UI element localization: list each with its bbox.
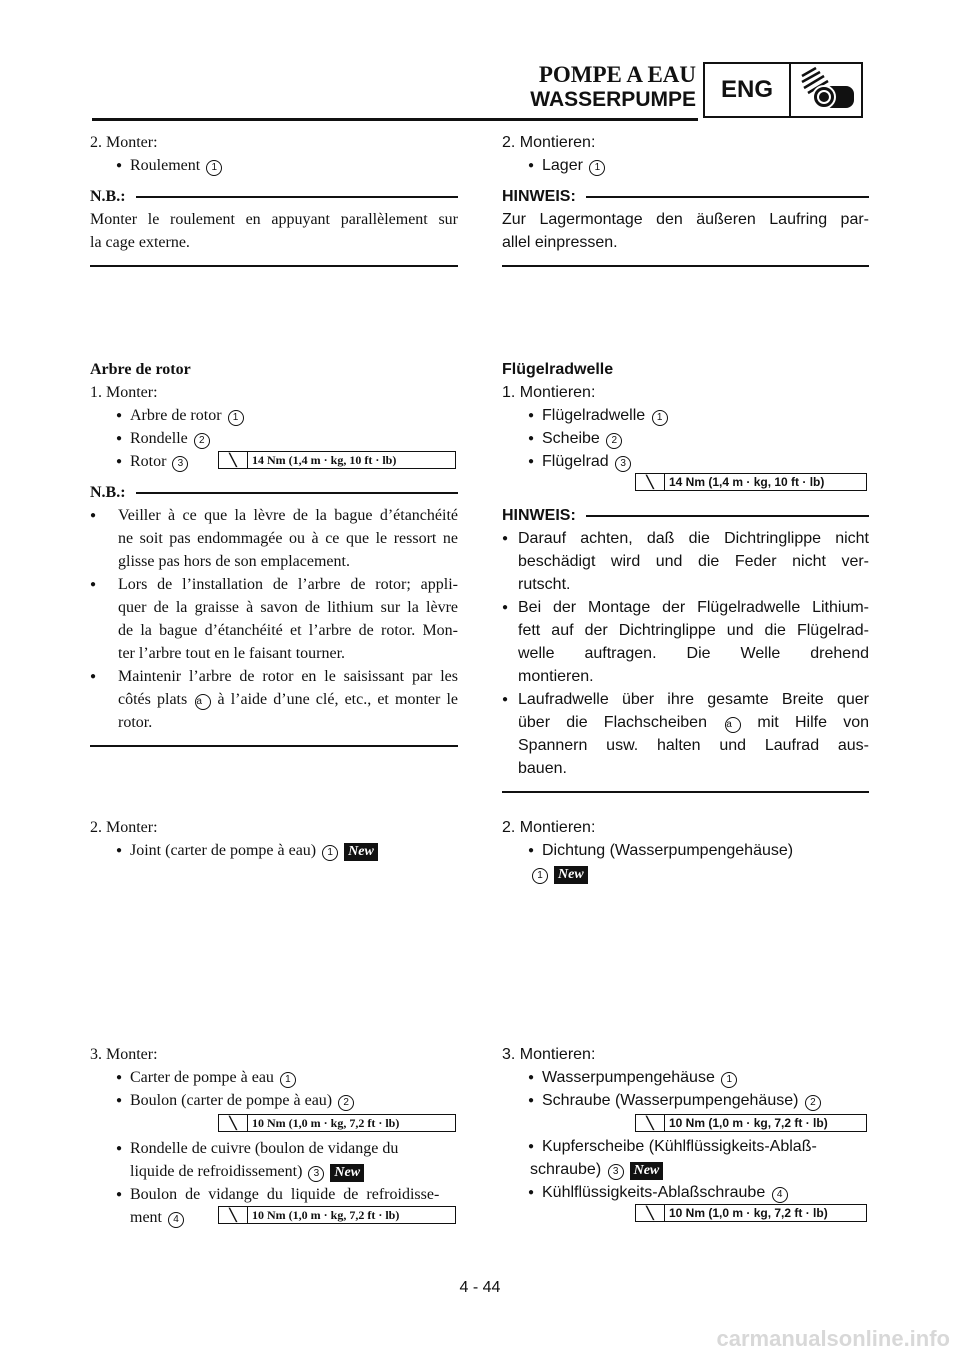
section-heading: Arbre de rotor (90, 361, 191, 378)
note-bullet-line: montieren. (518, 668, 594, 685)
callout-number: 2 (194, 433, 210, 449)
note-heading: N.B.: (90, 185, 458, 208)
page-number: 4 - 44 (459, 1279, 501, 1296)
eng-badge (703, 62, 863, 118)
wrench-icon: ╲ (636, 1115, 665, 1131)
list-item: ● Kühlflüssigkeits-Ablaßschraube 4 (502, 1181, 869, 1204)
wrench-icon: ╲ (636, 1205, 665, 1221)
note-end-rule (90, 745, 458, 747)
callout-number: 1 (280, 1072, 296, 1088)
note-bullet-line: de la bague d’étanchéité et l’arbre de rotor. Mon- (118, 622, 458, 639)
bullet-icon: ● (116, 1189, 123, 1200)
list-item: ● Arbre de rotor 1 (90, 404, 458, 427)
fr-section-rotor (90, 358, 458, 747)
note-rule (136, 492, 458, 494)
bullet-icon: ● (528, 410, 535, 421)
callout-number: 3 (308, 1166, 324, 1182)
list-item-line: schraube) 3 New (502, 1158, 869, 1181)
callout-number: 1 (322, 845, 338, 861)
callout-number: 1 (652, 410, 668, 426)
wrench-icon: ╲ (219, 452, 248, 468)
note-bullet-line: Spannern usw. halten und Laufrad aus- (518, 737, 869, 754)
note-bullet-line: rutscht. (518, 576, 571, 593)
new-part-badge: New (554, 866, 588, 884)
list-item: ● Wasserpumpengehäuse 1 (502, 1066, 869, 1089)
wrench-icon: ╲ (219, 1207, 248, 1223)
note-bullet-line: fett auf der Dichtringlippe und die Flügelrad- (518, 622, 869, 639)
list-item: ● Joint (carter de pompe à eau) 1 New (90, 839, 458, 862)
list-item-line (502, 862, 869, 885)
bullet-icon: ● (116, 1095, 123, 1106)
note-text: Monter le roulement en appuyant parallèlement sur (90, 211, 458, 228)
note-bullet-line: beschädigt wird und die Feder nicht ver- (518, 553, 869, 570)
new-part-badge: New (344, 843, 378, 861)
note-rule (136, 196, 458, 198)
list-item: ● Boulon (carter de pompe à eau) 2 (90, 1089, 458, 1112)
note-bullet: ● Lors de l’installation de l’arbre de rotor; appli- (90, 573, 458, 596)
note-bullet: ● Darauf achten, daß die Dichtringlippe nicht (502, 527, 869, 550)
torque-spec: ╲ 10 Nm (1,0 m · kg, 7,2 ft · lb) (218, 1114, 456, 1132)
bullet-icon: ● (116, 160, 123, 171)
step-label: 2. Montieren: (502, 819, 596, 836)
callout-number: 3 (615, 456, 631, 472)
torque-spec: ╲ 10 Nm (1,0 m · kg, 7,2 ft · lb) (218, 1206, 456, 1224)
bullet-icon: ● (502, 694, 509, 705)
note-bullet-line: bauen. (518, 760, 567, 777)
de-section-bearing (502, 131, 869, 267)
note-heading: HINWEIS: (502, 504, 869, 527)
list-item: ● Kupferscheibe (Kühlflüssigkeits-Ablaß- (502, 1135, 869, 1158)
list-item: ● Carter de pompe à eau 1 (90, 1066, 458, 1089)
bullet-icon: ● (116, 456, 123, 467)
list-item: ● Scheibe 2 (502, 427, 869, 450)
list-item-line: ment 4 (90, 1206, 458, 1229)
torque-spec: ╲ 10 Nm (1,0 m · kg, 7,2 ft · lb) (635, 1114, 867, 1132)
note-end-rule (502, 791, 869, 793)
callout-number: 3 (608, 1164, 624, 1180)
note-bullet-line: ter l’arbre tout en le faisant tourner. (118, 645, 346, 662)
bullet-icon: ● (528, 160, 535, 171)
callout-number: 1 (589, 160, 605, 176)
bullet-icon: ● (528, 1072, 535, 1083)
bullet-icon: ● (90, 510, 97, 521)
de-section-gasket (502, 816, 869, 885)
note-text: allel einpressen. (502, 234, 618, 251)
list-item: ● Rondelle de cuivre (boulon de vidange du (90, 1137, 458, 1160)
wrench-icon: ╲ (636, 474, 665, 490)
note-rule (586, 515, 869, 517)
note-bullet: ● Veiller à ce que la lèvre de la bague d’étanchéité (90, 504, 458, 527)
list-item: ● Boulon de vidange du liquide de refroidisse- (90, 1183, 458, 1206)
list-item: ● Roulement 1 (90, 154, 458, 177)
bullet-icon: ● (116, 1143, 123, 1154)
bullet-icon: ● (90, 579, 97, 590)
callout-number: 2 (805, 1095, 821, 1111)
fr-section-housing (90, 1043, 458, 1229)
header-title-de: WASSERPUMPE (530, 88, 696, 111)
list-item: ● Lager 1 (502, 154, 869, 177)
bullet-icon: ● (90, 671, 97, 682)
fr-section-bearing (90, 131, 458, 267)
bullet-icon: ● (528, 1095, 535, 1106)
callout-number: 1 (721, 1072, 737, 1088)
torque-spec: ╲ 14 Nm (1,4 m · kg, 10 ft · lb) (635, 473, 867, 491)
bullet-icon: ● (502, 533, 509, 544)
note-bullet-line: über die Flachscheiben a mit Hilfe von (518, 714, 869, 731)
note-bullet-line: quer de la graisse à savon de lithium sur la lèvre (118, 599, 458, 616)
bullet-icon: ● (116, 1072, 123, 1083)
list-item: ● Rotor 3 (90, 450, 458, 473)
step-label: 1. Monter: (90, 384, 158, 401)
bullet-icon: ● (528, 1187, 535, 1198)
callout-letter: a (725, 717, 741, 733)
callout-number: 3 (172, 456, 188, 472)
note-heading: HINWEIS: (502, 185, 869, 208)
eng-badge-label: ENG (705, 64, 791, 116)
section-heading: Flügelradwelle (502, 361, 614, 378)
note-bullet: ● Laufradwelle über ihre gesamte Breite quer (502, 688, 869, 711)
callout-number: 1 (532, 868, 548, 884)
bullet-icon: ● (116, 433, 123, 444)
fr-section-gasket (90, 816, 458, 862)
note-bullet-line: glisse pas hors de son emplacement. (118, 553, 350, 570)
list-item: ● Flügelradwelle 1 (502, 404, 869, 427)
step-label: 2. Montieren: (502, 134, 596, 151)
new-part-badge: New (330, 1164, 364, 1182)
note-bullet: ● Maintenir l’arbre de rotor en le saisissant par les (90, 665, 458, 688)
note-bullet-line: ne soit pas endommagée ou à ce que le ressort ne (118, 530, 458, 547)
engine-icon (791, 64, 861, 116)
new-part-badge: New (630, 1162, 664, 1180)
bullet-icon: ● (528, 845, 535, 856)
note-bullet: ● Bei der Montage der Flügelradwelle Lithium- (502, 596, 869, 619)
note-bullet-line: côtés plats a à l’aide d’une clé, etc., et monter le (118, 691, 458, 708)
callout-number: 1 (206, 160, 222, 176)
callout-number: 2 (606, 433, 622, 449)
list-item: ● Dichtung (Wasserpumpengehäuse) (502, 839, 869, 862)
bullet-icon: ● (116, 410, 123, 421)
note-end-rule (502, 265, 869, 267)
step-label: 3. Montieren: (502, 1046, 596, 1063)
bullet-icon: ● (528, 433, 535, 444)
note-text: Zur Lagermontage den äußeren Laufring par- (502, 211, 869, 228)
note-heading: N.B.: (90, 481, 458, 504)
callout-number: 4 (168, 1212, 184, 1228)
bullet-icon: ● (528, 1141, 535, 1152)
note-bullet-line: rotor. (118, 714, 153, 731)
header-title-fr: POMPE A EAU (538, 62, 696, 87)
step-label: 2. Monter: (90, 819, 158, 836)
step-label: 1. Montieren: (502, 384, 596, 401)
callout-number: 4 (772, 1187, 788, 1203)
list-item-line: liquide de refroidissement) 3 New (90, 1160, 458, 1183)
de-section-rotor (502, 358, 869, 793)
step-label: 3. Monter: (90, 1046, 158, 1063)
note-end-rule (90, 265, 458, 267)
callout-number: 1 (228, 410, 244, 426)
bullet-icon: ● (116, 845, 123, 856)
footer-watermark: carmanualsonline.info (716, 1326, 950, 1351)
header-rule (92, 118, 698, 121)
note-bullet-line: welle auftragen. Die Welle drehend (518, 645, 869, 662)
list-item: ● Schraube (Wasserpumpengehäuse) 2 (502, 1089, 869, 1112)
callout-letter: a (195, 694, 211, 710)
step-label: 2. Monter: (90, 134, 158, 151)
list-item: ● Flügelrad 3 (502, 450, 869, 473)
note-rule (586, 196, 869, 198)
callout-number: 2 (338, 1095, 354, 1111)
note-text: la cage externe. (90, 234, 190, 251)
wrench-icon: ╲ (219, 1115, 248, 1131)
torque-spec: ╲ 10 Nm (1,0 m · kg, 7,2 ft · lb) (635, 1204, 867, 1222)
list-item: ● Rondelle 2 (90, 427, 458, 450)
torque-spec: ╲ 14 Nm (1,4 m · kg, 10 ft · lb) (218, 451, 456, 469)
bullet-icon: ● (502, 602, 509, 613)
bullet-icon: ● (528, 456, 535, 467)
